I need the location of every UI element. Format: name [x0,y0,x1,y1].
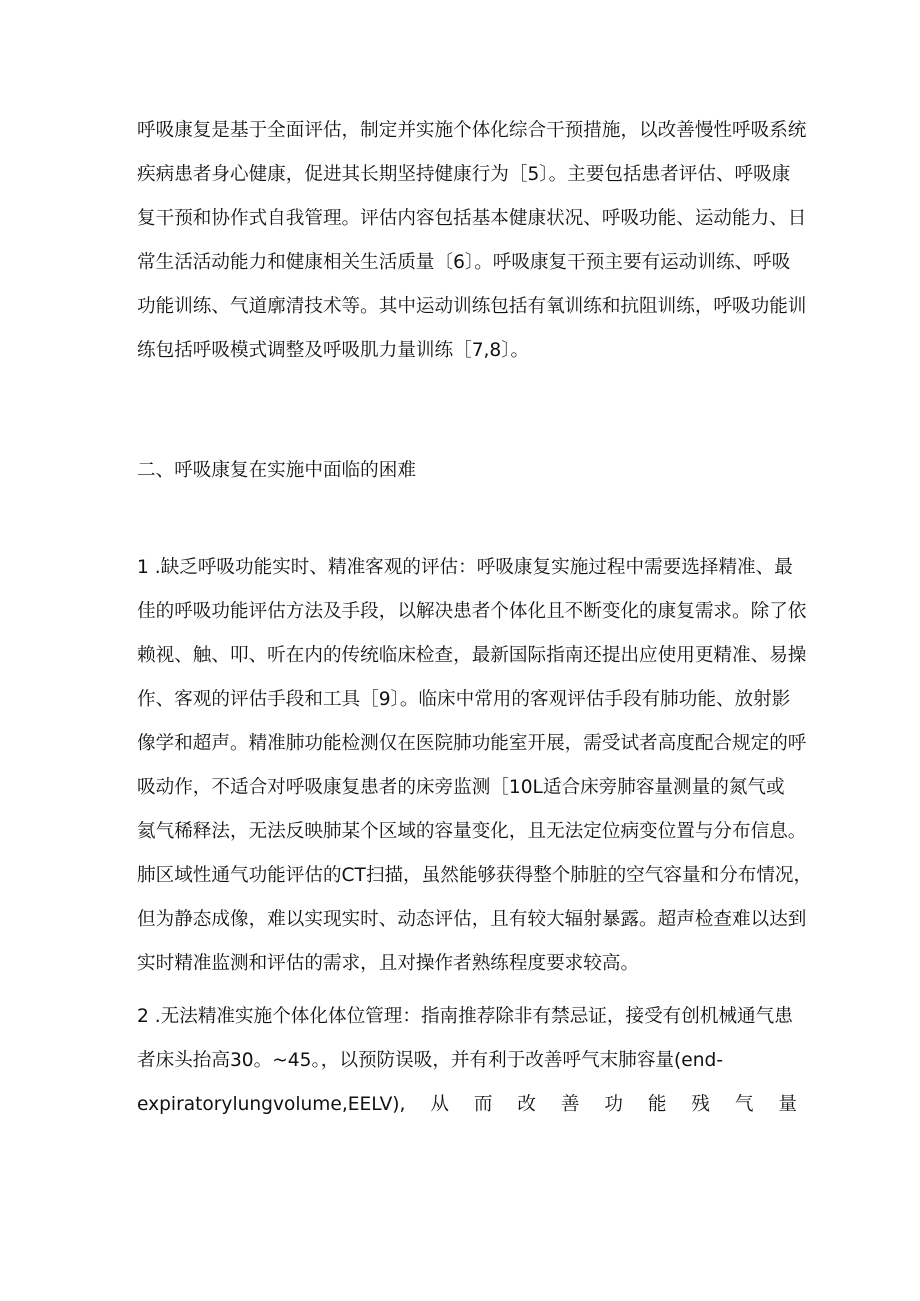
item-1-line-9: 但为静态成像，难以实现实时、动态评估，且有较大辐射暴露。超声检查难以达到 [137,909,807,930]
item-2-line-3 [137,1092,797,1118]
item-2-word: 能 [647,1094,667,1115]
item-2-word: 改 [517,1094,536,1115]
item-1-line-1: 1 .缺乏呼吸功能实时、精准客观的评估：呼吸康复实施过程中需要选择精准、最 [137,557,793,578]
paragraph-1-line-4: 常生活活动能力和健康相关生活质量〔6〕。呼吸康复干预主要有运动训练、呼吸 [137,252,791,273]
item-1-line-3: 赖视、触、叩、听在内的传统临床检查，最新国际指南还提出应使用更精准、易操 [137,645,807,666]
item-1-line-10: 实时精准监测和评估的需求，且对操作者熟练程度要求较高。 [137,953,640,974]
item-1-line-5: 像学和超声。精准肺功能检测仅在医院肺功能室开展，需受试者高度配合规定的呼 [137,733,807,754]
item-2-word: 善 [560,1094,580,1115]
item-2-word: expiratorylungvolume,EELV), [137,1094,406,1115]
item-2-word: 量 [778,1094,797,1115]
item-2-word: 气 [734,1094,754,1115]
item-2-line-2: 者床头抬高30。~45。，以预防误吸，并有利于改善呼气末肺容量(end- [137,1050,724,1071]
paragraph-1-line-1: 呼吸康复是基于全面评估，制定并实施个体化综合干预措施，以改善慢性呼吸系统 [137,120,807,141]
item-2-word: 功 [604,1094,623,1115]
paragraph-1-line-3: 复干预和协作式自我管理。评估内容包括基本健康状况、呼吸功能、运动能力、日 [137,208,807,229]
paragraph-1-line-2: 疾病患者身心健康，促进其长期坚持健康行为［5〕。主要包括患者评估、呼吸康 [137,164,791,185]
item-1-line-8: 肺区域性通气功能评估的CT扫描，虽然能够获得整个肺脏的空气容量和分布情况， [137,865,813,886]
item-2-line-1: 2 .无法精准实施个体化体位管理：指南推荐除非有禁忌证，接受有创机械通气患 [137,1006,793,1027]
item-1-line-2: 佳的呼吸功能评估方法及手段，以解决患者个体化且不断变化的康复需求。除了依 [137,601,807,622]
item-1-line-6: 吸动作，不适合对呼吸康复患者的床旁监测［10L适合床旁肺容量测量的氮气或 [137,777,785,798]
item-2-word: 从 [430,1094,449,1115]
paragraph-1-line-5: 功能训练、气道廓清技术等。其中运动训练包括有氧训练和抗阻训练，呼吸功能训 [137,296,807,317]
item-1-line-4: 作、客观的评估手段和工具［9〕。临床中常用的客观评估手段有肺功能、放射影 [137,689,791,710]
paragraph-1-line-6: 练包括呼吸模式调整及呼吸肌力量训练［7,8〕。 [137,340,530,361]
section-heading: 二、呼吸康复在实施中面临的困难 [137,460,416,481]
item-1-line-7: 氦气稀释法，无法反映肺某个区域的容量变化，且无法定位病变位置与分布信息。 [137,821,807,842]
item-2-word: 而 [473,1094,493,1115]
item-2-word: 残 [691,1094,710,1115]
